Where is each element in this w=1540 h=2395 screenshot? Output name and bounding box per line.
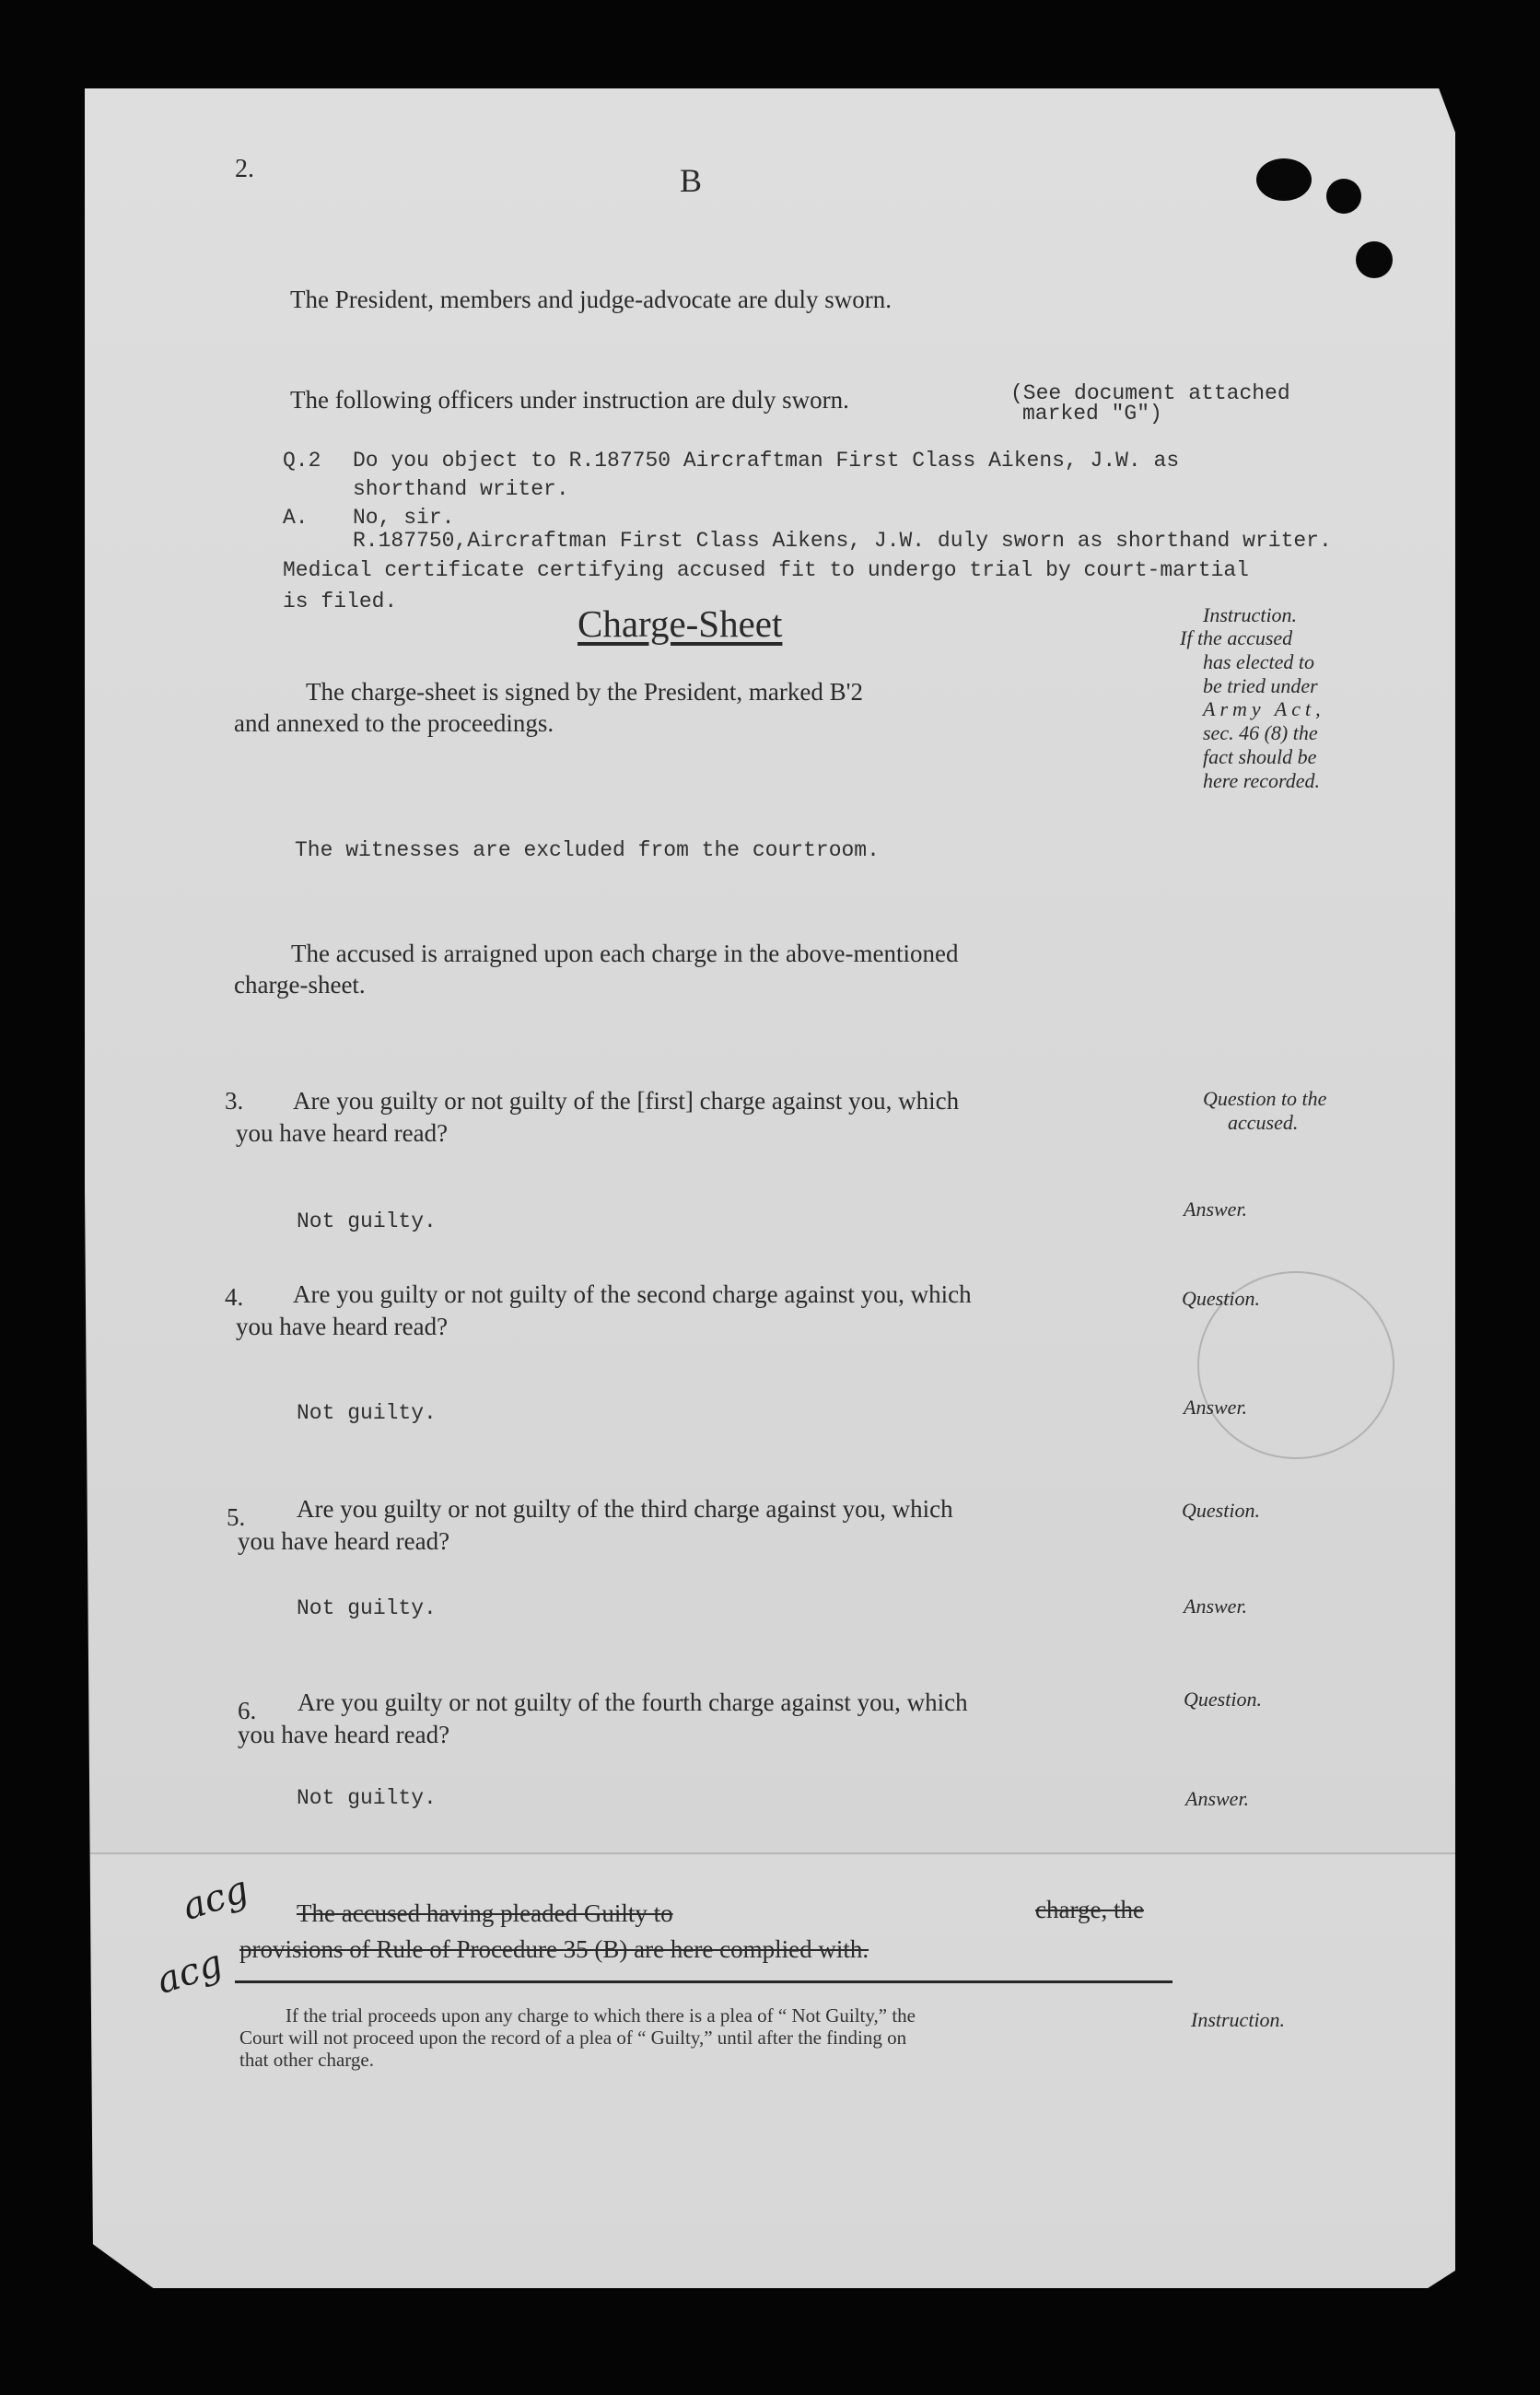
question-number: Q.2 [283, 449, 321, 473]
instruction-note: be tried under [1203, 674, 1318, 697]
instruction-note: sec. 46 (8) the [1203, 721, 1318, 744]
handwritten-initials: acg [151, 1942, 228, 2003]
instruction-note: here recorded. [1203, 769, 1321, 792]
instruction-note: Instruction. [1203, 603, 1298, 626]
sworn-shorthand-text: R.187750,Aircraftman First Class Aikens, J.W. duly sworn as shorthand writer. [353, 529, 1332, 553]
question-number: 4. [225, 1283, 244, 1311]
struck-plea-text: provisions of Rule of Procedure 35 (B) are here complied with. [239, 1935, 869, 1963]
arraignment-text: The accused is arraigned upon each charge in the above-mentioned [291, 940, 959, 967]
page-number: 2. [235, 155, 254, 183]
answer-side-label: Answer. [1184, 1198, 1248, 1221]
question-number: 6. [238, 1697, 257, 1724]
question-number: 5. [227, 1503, 246, 1531]
answer-text: Not guilty. [297, 1401, 437, 1425]
question-text: Do you object to R.187750 Aircraftman First Class Aikens, J.W. as [353, 449, 1180, 473]
struck-plea-text: charge, the [1035, 1896, 1144, 1923]
question-side-label: accused. [1228, 1111, 1299, 1134]
question-number: 3. [225, 1087, 244, 1115]
handwritten-initials: acg [177, 1868, 254, 1929]
sworn-officers-note: (See document attached [1010, 381, 1290, 405]
charge-sheet-text: The charge-sheet is signed by the President, marked B'2 [306, 678, 863, 706]
charge-sheet-heading: Charge-Sheet [578, 602, 783, 645]
question-text: you have heard read? [236, 1119, 449, 1147]
witnesses-text: The witnesses are excluded from the courtroom. [295, 838, 880, 862]
question-text: Are you guilty or not guilty of the [first] charge against you, which [293, 1087, 960, 1115]
divider-line [235, 1980, 1172, 1983]
question-side-label: Question. [1182, 1287, 1260, 1310]
question-side-label: Question. [1184, 1688, 1262, 1711]
question-side-label: Question to the [1203, 1087, 1327, 1110]
struck-plea-text: The accused having pleaded Guilty to [297, 1899, 673, 1927]
answer-text: Not guilty. [297, 1209, 437, 1233]
footer-instruction: that other charge. [239, 2049, 374, 2071]
question-text: Are you guilty or not guilty of the fourth charge against you, which [298, 1688, 968, 1716]
question-text: Are you guilty or not guilty of the third charge against you, which [297, 1495, 953, 1523]
answer-side-label: Answer. [1184, 1595, 1248, 1618]
charge-sheet-text: and annexed to the proceedings. [234, 709, 554, 737]
question-text: shorthand writer. [353, 477, 569, 501]
lower-panel [85, 1852, 1455, 2306]
question-text: you have heard read? [238, 1721, 450, 1748]
answer-text: No, sir. [353, 506, 455, 530]
medical-certificate-text: is filed. [283, 590, 398, 613]
instruction-note: has elected to [1203, 650, 1314, 673]
sworn-officers-text: The following officers under instruction are duly sworn. [290, 386, 849, 414]
ink-blot [1356, 241, 1393, 278]
instruction-note: If the accused [1180, 626, 1293, 649]
medical-certificate-text: Medical certificate certifying accused fit to undergo trial by court-martial [283, 558, 1249, 582]
question-side-label: Question. [1182, 1499, 1260, 1522]
section-letter: B [680, 162, 703, 199]
sworn-officers-note: marked "G") [1022, 402, 1162, 426]
footer-instruction: If the trial proceeds upon any charge to which there is a plea of “ Not Guilty,” the [286, 2004, 916, 2027]
question-text: you have heard read? [236, 1313, 449, 1340]
answer-text: Not guilty. [297, 1786, 437, 1810]
ink-blot [1256, 158, 1312, 201]
answer-text: Not guilty. [297, 1596, 437, 1620]
question-text: Are you guilty or not guilty of the second charge against you, which [293, 1280, 972, 1308]
answer-label: A. [283, 506, 309, 530]
sworn-court-text: The President, members and judge-advocate are duly sworn. [290, 286, 892, 313]
ink-blot [1326, 179, 1361, 214]
question-text: you have heard read? [238, 1527, 450, 1555]
answer-side-label: Answer. [1185, 1787, 1250, 1810]
answer-side-label: Answer. [1184, 1396, 1248, 1419]
footer-instruction: Court will not proceed upon the record of a plea of “ Guilty,” until after the finding on [239, 2027, 907, 2049]
footer-side-label: Instruction. [1191, 2008, 1286, 2031]
arraignment-text: charge-sheet. [234, 971, 366, 999]
instruction-note: Army Act, [1203, 697, 1325, 720]
instruction-note: fact should be [1203, 745, 1317, 768]
